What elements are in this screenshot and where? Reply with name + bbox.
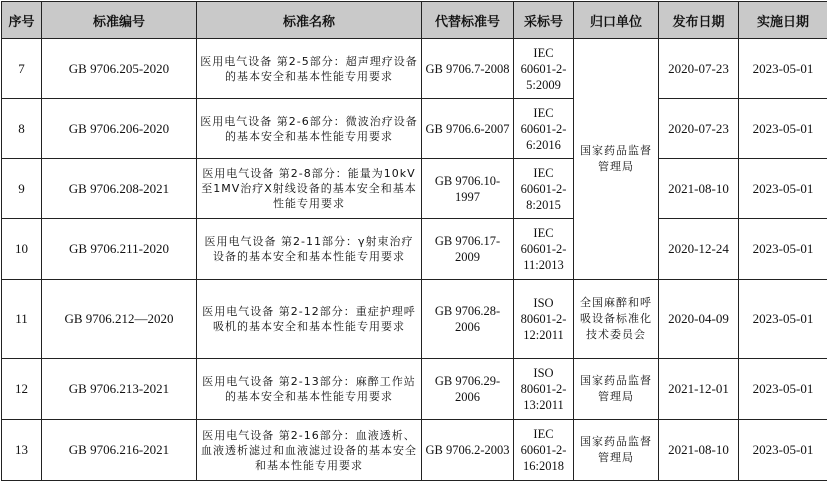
cell-std-name: 医用电气设备 第2-16部分：血液透析、血液透析滤过和血液滤过设备的基本安全和基本性能专用要求 [197, 420, 422, 481]
cell-std-name: 医用电气设备 第2-6部分：微波治疗设备的基本安全和基本性能专用要求 [197, 99, 422, 159]
cell-pub-date: 2020-07-23 [659, 39, 739, 99]
cell-std-no: GB 9706.206-2020 [42, 99, 197, 159]
cell-impl-date: 2023-05-01 [739, 280, 827, 359]
cell-std-no: GB 9706.212—2020 [42, 280, 197, 359]
cell-seq: 12 [2, 359, 42, 420]
table-row [2, 359, 827, 420]
table-row [2, 39, 827, 99]
table-row [2, 420, 827, 481]
table-row [2, 99, 827, 159]
cell-seq: 8 [2, 99, 42, 159]
cell-adopted: ISO 80601-2-12:2011 [514, 280, 574, 359]
cell-std-no: GB 9706.213-2021 [42, 359, 197, 420]
cell-std-no: GB 9706.205-2020 [42, 39, 197, 99]
cell-adopted: IEC 60601-2-6:2016 [514, 99, 574, 159]
header-std-no: 标准编号 [42, 2, 197, 39]
cell-unit: 国家药品监督管理局 [574, 359, 659, 420]
cell-adopted: IEC 60601-2-16:2018 [514, 420, 574, 481]
cell-adopted: IEC 60601-2-11:2013 [514, 219, 574, 280]
cell-impl-date: 2023-05-01 [739, 99, 827, 159]
table-row [2, 219, 827, 280]
header-impl-date: 实施日期 [739, 2, 827, 39]
cell-pub-date: 2020-07-23 [659, 99, 739, 159]
cell-adopted: IEC 60601-2-8:2015 [514, 159, 574, 219]
cell-impl-date: 2023-05-01 [739, 420, 827, 481]
cell-pub-date: 2020-04-09 [659, 280, 739, 359]
header-pub-date: 发布日期 [659, 2, 739, 39]
cell-pub-date: 2020-12-24 [659, 219, 739, 280]
table-row [2, 280, 827, 359]
cell-adopted: IEC 60601-2-5:2009 [514, 39, 574, 99]
cell-std-name: 医用电气设备 第2-8部分：能量为10kV至1MV治疗X射线设备的基本安全和基本性能专用要求 [197, 159, 422, 219]
cell-seq: 11 [2, 280, 42, 359]
cell-std-no: GB 9706.208-2021 [42, 159, 197, 219]
cell-pub-date: 2021-12-01 [659, 359, 739, 420]
cell-unit: 全国麻醉和呼吸设备标准化技术委员会 [574, 280, 659, 359]
cell-replaced: GB 9706.6-2007 [422, 99, 514, 159]
cell-std-name: 医用电气设备 第2-11部分：γ射束治疗设备的基本安全和基本性能专用要求 [197, 219, 422, 280]
header-replaced: 代替标准号 [422, 2, 514, 39]
cell-std-name: 医用电气设备 第2-5部分：超声理疗设备的基本安全和基本性能专用要求 [197, 39, 422, 99]
cell-impl-date: 2023-05-01 [739, 159, 827, 219]
cell-unit: 国家药品监督管理局 [574, 420, 659, 481]
header-std-name: 标准名称 [197, 2, 422, 39]
cell-impl-date: 2023-05-01 [739, 359, 827, 420]
cell-impl-date: 2023-05-01 [739, 39, 827, 99]
cell-pub-date: 2021-08-10 [659, 159, 739, 219]
cell-replaced: GB 9706.28-2006 [422, 280, 514, 359]
cell-std-no: GB 9706.211-2020 [42, 219, 197, 280]
cell-replaced: GB 9706.17-2009 [422, 219, 514, 280]
table-header [2, 2, 827, 39]
table-row [2, 159, 827, 219]
cell-pub-date: 2021-08-10 [659, 420, 739, 481]
header-unit: 归口单位 [574, 2, 659, 39]
cell-replaced: GB 9706.29-2006 [422, 359, 514, 420]
cell-replaced: GB 9706.2-2003 [422, 420, 514, 481]
cell-seq: 9 [2, 159, 42, 219]
cell-impl-date: 2023-05-01 [739, 219, 827, 280]
cell-unit: 国家药品监督管理局 [574, 39, 659, 280]
standards-table [1, 1, 827, 481]
cell-replaced: GB 9706.7-2008 [422, 39, 514, 99]
header-adopted: 采标号 [514, 2, 574, 39]
cell-replaced: GB 9706.10-1997 [422, 159, 514, 219]
cell-std-name: 医用电气设备 第2-13部分：麻醉工作站的基本安全和基本性能专用要求 [197, 359, 422, 420]
cell-seq: 13 [2, 420, 42, 481]
cell-std-name: 医用电气设备 第2-12部分：重症护理呼吸机的基本安全和基本性能专用要求 [197, 280, 422, 359]
cell-seq: 7 [2, 39, 42, 99]
cell-adopted: ISO 80601-2-13:2011 [514, 359, 574, 420]
cell-std-no: GB 9706.216-2021 [42, 420, 197, 481]
cell-seq: 10 [2, 219, 42, 280]
header-seq: 序号 [2, 2, 42, 39]
